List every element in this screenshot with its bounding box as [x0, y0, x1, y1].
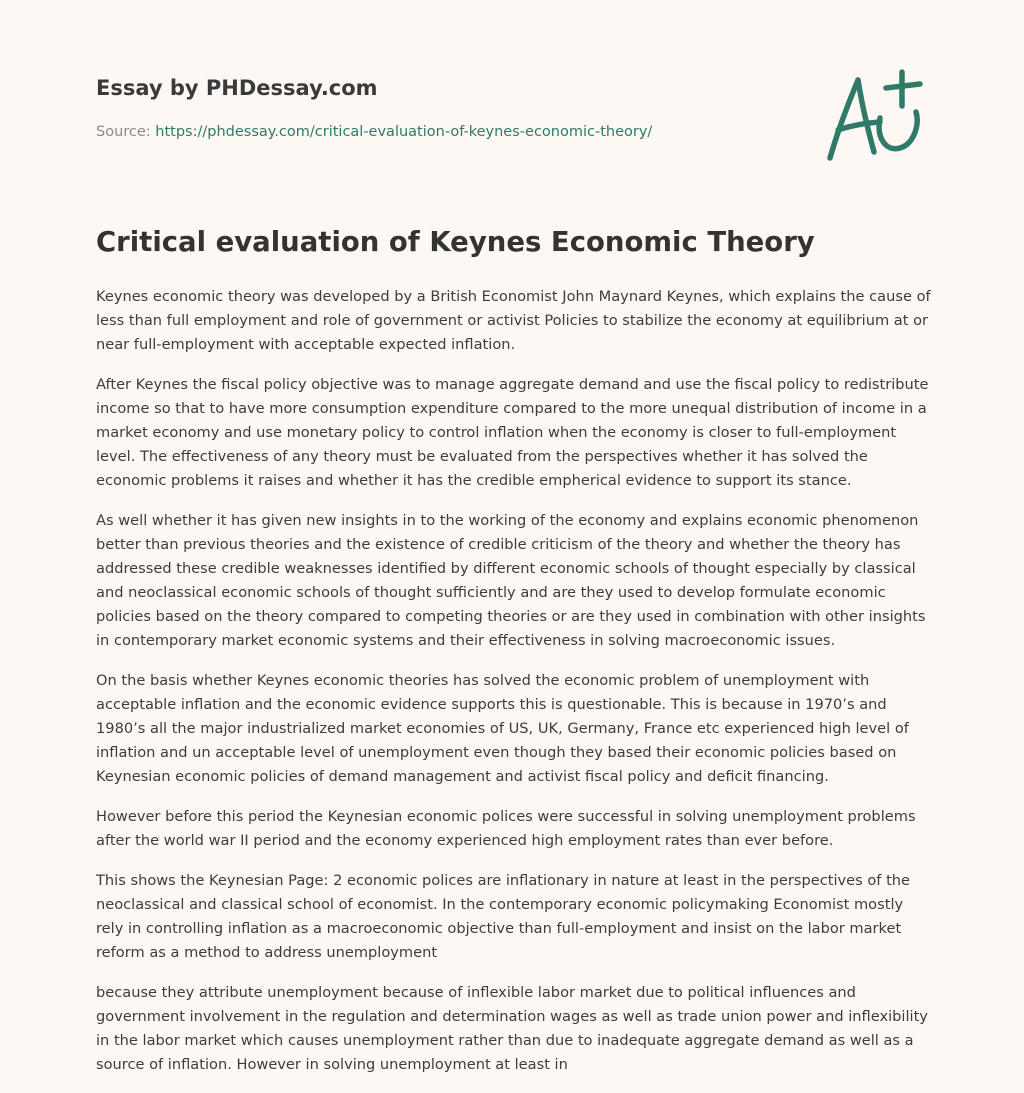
essay-paragraph: Keynes economic theory was developed by a British Economist John Maynard Keynes, which explains the cause of less than full employment and role of government or activist Policies to stabilize the economy at equilibrium at or near full-employment with acceptable expected inflation.: [96, 288, 931, 353]
source-line: [96, 124, 652, 140]
essay-title: Critical evaluation of Keynes Economic Theory: [96, 226, 815, 258]
essay-paragraph: However before this period the Keynesian economic polices were successful in solving unemployment problems after the world war II period and the economy experienced high employment rates than ever before.: [96, 808, 916, 849]
site-title: Essay by PHDessay.com: [96, 76, 378, 100]
essay-paragraph: As well whether it has given new insights in to the working of the economy and explains economic phenomenon better than previous theories and the existence of credible criticism of the theory and whether the theory has addressed these credible weaknesses identified by different economic schools of thought especially by classical and neoclassical economic schools of thought sufficiently and are they used to develop formulate economic policies based on the theory compared to competing theories or are they used in combination with other insights in contemporary market economic systems and their effectiveness in solving macroeconomic issues.: [96, 512, 926, 649]
essay-paragraph: because they attribute unemployment because of inflexible labor market due to political influences and government involvement in the regulation and determination wages as well as trade union power and inflexibility in the labor market which causes unemployment rather than due to inadequate aggregate demand as well as a source of inflation. However in solving unemployment at least in: [96, 984, 928, 1073]
source-label: Source:: [96, 124, 151, 140]
a-plus-logo-icon: [820, 68, 932, 168]
essay-paragraph: This shows the Keynesian Page: 2 economic polices are inflationary in nature at least in the perspectives of the neoclassical and classical school of economist. In the contemporary economic policymaking Economist mostly rely in controlling inflation as a macroeconomic objective than full-employment and insist on the labor market reform as a method to address unemployment: [96, 872, 911, 961]
essay-body: [96, 285, 932, 1093]
essay-paragraph: On the basis whether Keynes economic theories has solved the economic problem of unemployment with acceptable inflation and the economic evidence supports this is questionable. This is because in 1970’s and 1980’s all the major industrialized market economies of US, UK, Germany, France etc experienced high level of inflation and un acceptable level of unemployment even though they based their economic policies based on Keynesian economic policies of demand management and activist fiscal policy and deficit financing.: [96, 672, 909, 785]
essay-paragraph: After Keynes the fiscal policy objective was to manage aggregate demand and use the fiscal policy to redistribute income so that to have more consumption expenditure compared to the more unequal distribution of income in a market economy and use monetary policy to control inflation when the economy is closer to full-employment level. The effectiveness of any theory must be evaluated from the perspectives whether it has solved the economic problems it raises and whether it has the credible empherical evidence to support its stance.: [96, 376, 929, 489]
source-link[interactable]: https://phdessay.com/critical-evaluation-of-keynes-economic-theory/: [155, 124, 653, 140]
